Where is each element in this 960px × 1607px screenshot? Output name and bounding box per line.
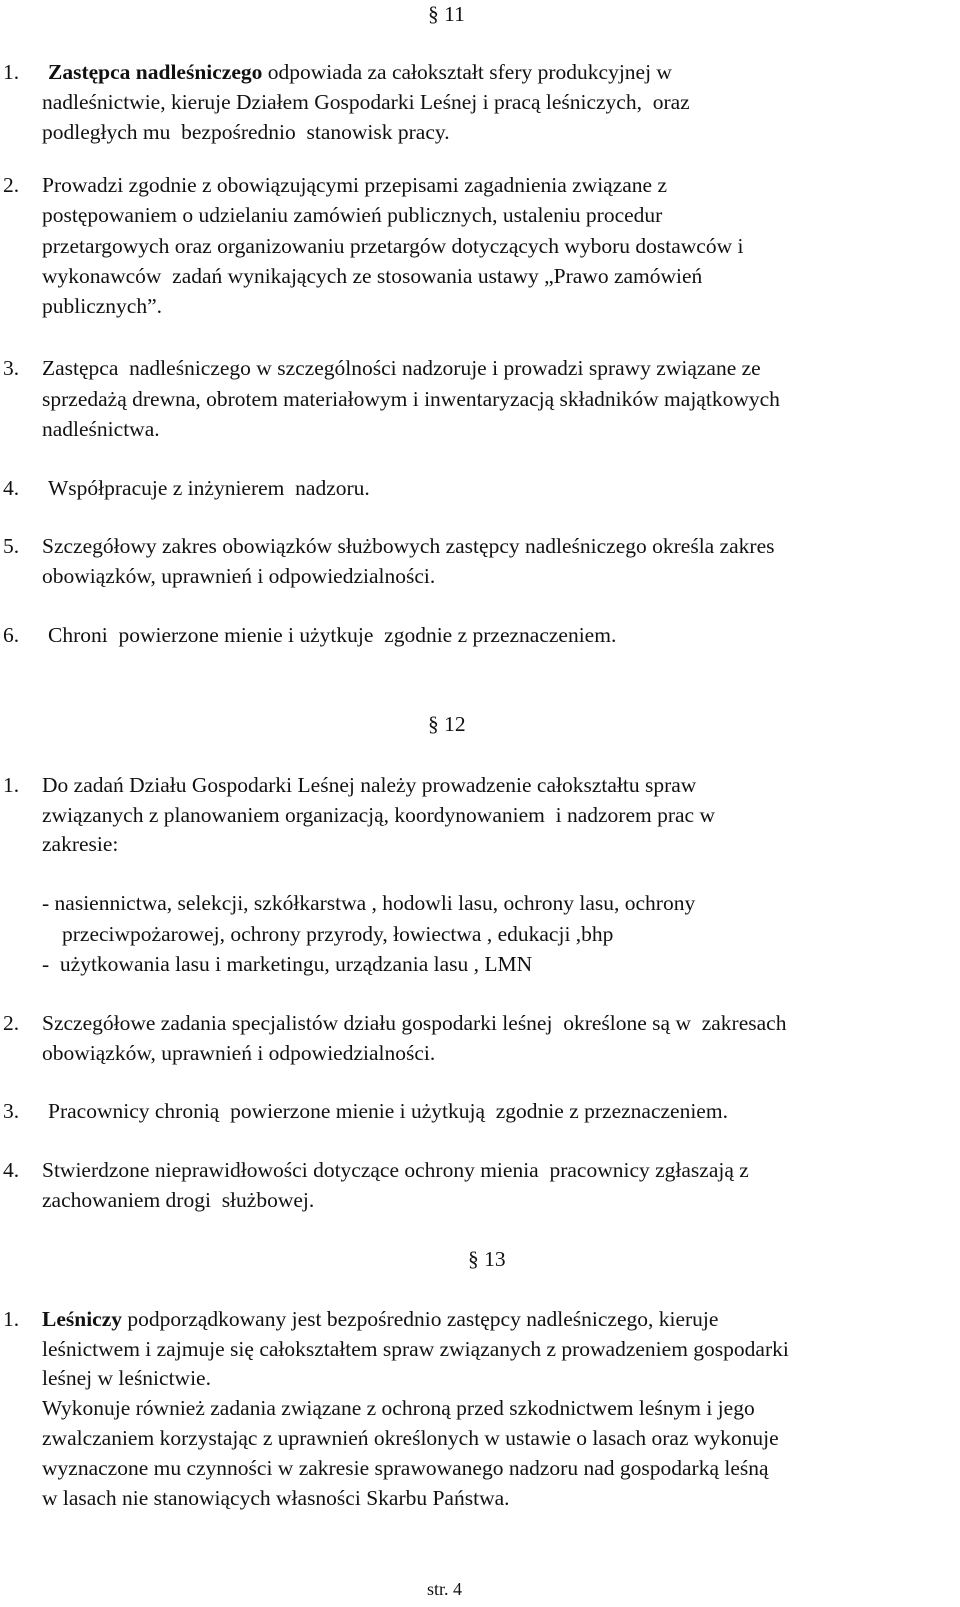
paragraph-line: Stwierdzone nieprawidłowości dotyczące ochrony mienia pracownicy zgłaszają z [42,1158,749,1182]
list-number: 4. [3,476,20,500]
bullet-line: - użytkowania lasu i marketingu, urządzania lasu , LMN [42,952,533,976]
paragraph-line: Szczegółowy zakres obowiązków służbowych zastępcy nadleśniczego określa zakres [42,534,775,558]
list-number: 1. [3,773,20,797]
list-number: 6. [3,623,20,647]
paragraph-line: nadleśnictwie, kieruje Działem Gospodarki Leśnej i pracą leśniczych, oraz [42,90,690,114]
bullet-line: - nasiennictwa, selekcji, szkółkarstwa , hodowli lasu, ochrony lasu, ochrony [42,891,696,915]
list-number: 4. [3,1158,20,1182]
list-number: 1. [3,60,20,84]
paragraph-line: związanych z planowaniem organizacją, koordynowaniem i nadzorem prac w [42,803,715,827]
paragraph-line: zwalczaniem korzystając z uprawnień określonych w ustawie o lasach oraz wykonuje [42,1426,779,1450]
paragraph-line: Zastępca nadleśniczego w szczególności nadzoruje i prowadzi sprawy związane ze [42,356,761,380]
list-number: 3. [3,1099,20,1123]
bold-term: Leśniczy [42,1307,123,1331]
paragraph-line: publicznych”. [42,294,162,318]
paragraph-line: wyznaczone mu czynności w zakresie sprawowanego nadzoru nad gospodarką leśną [42,1456,769,1480]
paragraph-line: Chroni powierzone mienie i użytkuje zgodnie z przeznaczeniem. [48,623,617,647]
paragraph-line: obowiązków, uprawnień i odpowiedzialności. [42,1041,436,1065]
paragraph-line: zachowaniem drogi służbowej. [42,1188,315,1212]
paragraph-line: postępowaniem o udzielaniu zamówień publicznych, ustaleniu procedur [42,203,663,227]
section-heading-11: § 11 [428,2,465,26]
bullet-line: przeciwpożarowej, ochrony przyrody, łowiectwa , edukacji ,bhp [62,922,614,946]
paragraph-line: leśnictwem i zajmuje się całokształtem spraw związanych z prowadzeniem gospodarki [42,1337,789,1361]
paragraph-line: obowiązków, uprawnień i odpowiedzialności. [42,564,436,588]
list-number: 2. [3,1011,20,1035]
paragraph-line: leśnej w leśnictwie. [42,1366,211,1390]
paragraph-line: Prowadzi zgodnie z obowiązującymi przepisami zagadnienia związane z [42,173,668,197]
bold-term: Zastępca nadleśniczego [48,60,263,84]
list-number: 3. [3,356,20,380]
paragraph-line: Leśniczy podporządkowany jest bezpośrednio zastępcy nadleśniczego, kieruje [42,1307,719,1331]
paragraph-line: nadleśnictwa. [42,417,160,441]
paragraph-line: Szczegółowe zadania specjalistów działu gospodarki leśnej określone są w zakresach [42,1011,787,1035]
paragraph-line: przetargowych oraz organizowaniu przetargów dotyczących wyboru dostawców i [42,234,744,258]
paragraph-line: wykonawców zadań wynikających ze stosowania ustawy „Prawo zamówień [42,264,703,288]
list-number: 1. [3,1307,20,1331]
paragraph-line: sprzedażą drewna, obrotem materiałowym i inwentaryzacją składników majątkowych [42,387,780,411]
paragraph-line: zakresie: [42,832,119,856]
paragraph-line: podległych mu bezpośrednio stanowisk pracy. [42,120,450,144]
paragraph-line: w lasach nie stanowiących własności Skarbu Państwa. [42,1486,510,1510]
paragraph-line: Do zadań Działu Gospodarki Leśnej należy prowadzenie całokształtu spraw [42,773,697,797]
list-number: 2. [3,173,20,197]
page-number: str. 4 [427,1579,463,1599]
section-heading-13: § 13 [468,1247,506,1271]
paragraph-line: Zastępca nadleśniczego odpowiada za całokształt sfery produkcyjnej w [48,60,672,84]
section-heading-12: § 12 [428,712,466,736]
paragraph-line: Pracownicy chronią powierzone mienie i użytkują zgodnie z przeznaczeniem. [48,1099,728,1123]
list-number: 5. [3,534,20,558]
paragraph-line: Współpracuje z inżynierem nadzoru. [48,476,370,500]
paragraph-line: Wykonuje również zadania związane z ochroną przed szkodnictwem leśnym i jego [42,1396,755,1420]
